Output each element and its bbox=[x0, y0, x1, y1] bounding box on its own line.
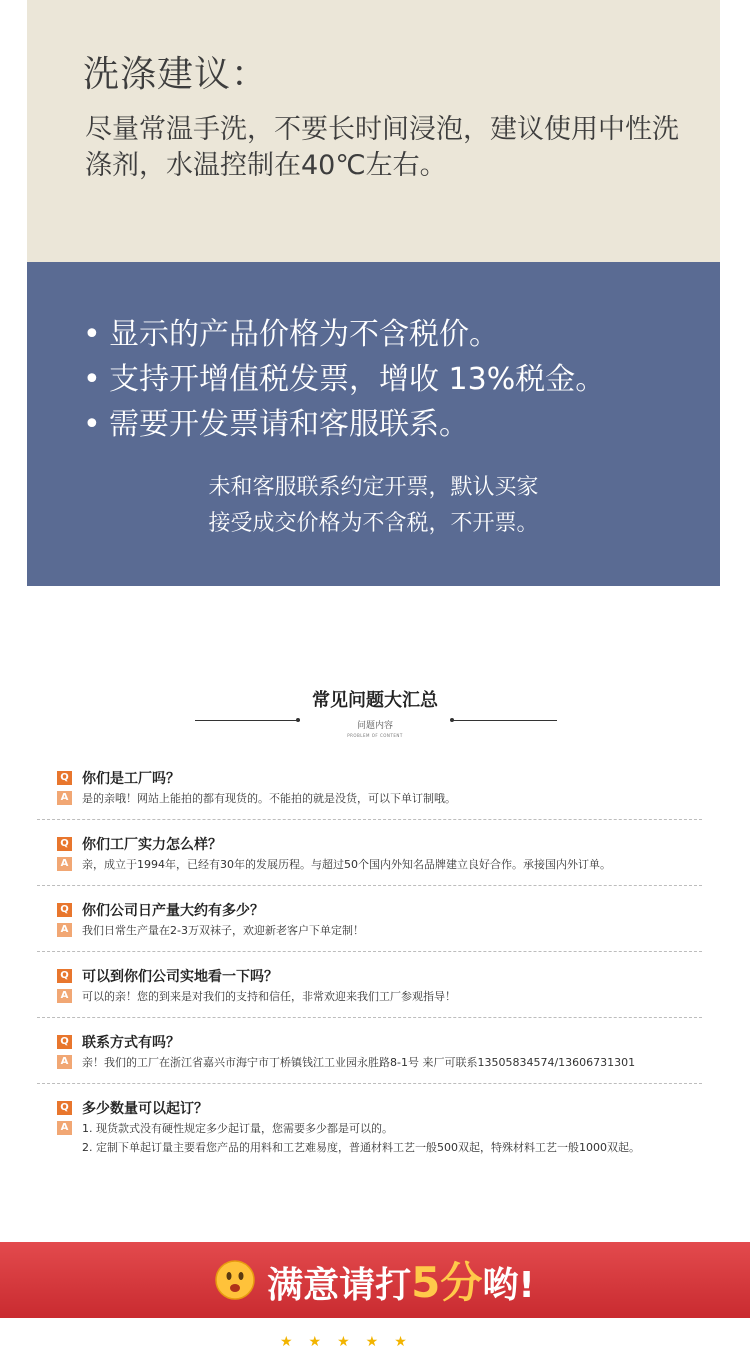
faq-title: 常见问题大汇总 bbox=[312, 690, 438, 711]
divider-dot bbox=[296, 718, 300, 722]
question-icon: Q bbox=[57, 969, 72, 983]
rating-text-post: 哟! bbox=[482, 1265, 535, 1306]
tax-bullet-list bbox=[83, 312, 605, 447]
faq-question: 你们是工厂吗？ bbox=[82, 771, 180, 787]
faq-item bbox=[57, 966, 717, 1032]
washing-advice-text: 尽量常温手洗，不要长时间浸泡，建议使用中性洗涤剂，水温控制在40℃左右。 bbox=[85, 114, 679, 181]
faq-item bbox=[57, 834, 717, 900]
faq-separator bbox=[37, 951, 702, 952]
faq-subtitle-en: PROBLEM OF CONTENT bbox=[347, 733, 403, 738]
faq-item bbox=[57, 900, 717, 966]
faq-answer: 亲！我们的工厂在浙江省嘉兴市海宁市丁桥镇钱江工业园永胜路8-1号 来厂可联系13505834574/13606731301 bbox=[82, 1056, 636, 1069]
tax-note-line: 未和客服联系约定开票，默认买家 bbox=[208, 475, 539, 500]
answer-icon: A bbox=[57, 791, 72, 805]
answer-icon: A bbox=[57, 1121, 72, 1135]
star-rating-icon: ★★★★★ bbox=[280, 1334, 423, 1350]
faq-question: 你们公司日产量大约有多少？ bbox=[82, 903, 264, 919]
tax-bullet-text: 需要开发票请和客服联系。 bbox=[109, 407, 469, 442]
tax-notice-panel bbox=[27, 262, 720, 586]
bullet-dot: • bbox=[83, 362, 101, 397]
rating-banner bbox=[0, 1242, 750, 1318]
question-icon: Q bbox=[57, 1101, 72, 1115]
faq-item bbox=[57, 1098, 717, 1178]
faq-question: 可以到你们公司实地看一下吗？ bbox=[82, 969, 278, 985]
tax-note-line: 接受成交价格为不含税，不开票。 bbox=[208, 511, 539, 536]
faq-question: 你们工厂实力怎么样？ bbox=[82, 837, 222, 853]
answer-icon: A bbox=[57, 989, 72, 1003]
answer-icon: A bbox=[57, 857, 72, 871]
faq-answer: 是的亲哦！网站上能拍的都有现货的。不能拍的就是没货，可以下单订制哦。 bbox=[82, 792, 456, 805]
bullet-dot: • bbox=[83, 407, 101, 442]
tax-note bbox=[27, 470, 720, 542]
faq-subtitle: 问题内容 bbox=[356, 721, 393, 731]
rating-text bbox=[267, 1250, 535, 1310]
tax-bullet-text: 显示的产品价格为不含税价。 bbox=[109, 317, 499, 352]
faq-separator bbox=[37, 885, 702, 886]
question-icon: Q bbox=[57, 771, 72, 785]
faq-item bbox=[57, 1032, 717, 1098]
faq-separator bbox=[37, 1017, 702, 1018]
faq-answer: 我们日常生产量在2-3万双袜子，欢迎新老客户下单定制！ bbox=[82, 924, 364, 937]
faq-list bbox=[57, 768, 717, 1178]
question-icon: Q bbox=[57, 837, 72, 851]
tax-bullet-text: 支持开增值税发票，增收 13%税金。 bbox=[109, 362, 606, 397]
tax-bullet bbox=[83, 312, 605, 357]
answer-icon: A bbox=[57, 1055, 72, 1069]
faq-answer: 1. 现货款式没有硬性规定多少起订量，您需要多少都是可以的。 bbox=[82, 1122, 393, 1135]
faq-separator bbox=[37, 1083, 702, 1084]
washing-advice-title: 洗涤建议： bbox=[83, 54, 269, 95]
washing-advice-panel bbox=[27, 0, 720, 262]
tax-bullet bbox=[83, 357, 605, 402]
faq-answer-line2: 2. 定制下单起订量主要看您产品的用料和工艺难易度，普通材料工艺一般500双起，特殊材料工艺一般1000双起。 bbox=[82, 1141, 640, 1154]
smiley-icon bbox=[215, 1260, 255, 1300]
faq-separator bbox=[37, 819, 702, 820]
divider-line bbox=[195, 720, 300, 721]
faq-answer: 可以的亲！您的到来是对我们的支持和信任，非常欢迎来我们工厂参观指导！ bbox=[82, 990, 456, 1003]
bullet-dot: • bbox=[83, 317, 101, 352]
rating-text-pre: 满意请打 bbox=[267, 1265, 412, 1306]
tax-bullet bbox=[83, 402, 605, 447]
faq-header bbox=[0, 686, 750, 738]
answer-icon: A bbox=[57, 923, 72, 937]
faq-question: 多少数量可以起订？ bbox=[82, 1101, 208, 1117]
question-icon: Q bbox=[57, 1035, 72, 1049]
faq-item bbox=[57, 768, 717, 834]
faq-answer: 亲，成立于1994年，已经有30年的发展历程。与超过50个国内外知名品牌建立良好合作。承接国内外订单。 bbox=[82, 858, 611, 871]
faq-question: 联系方式有吗？ bbox=[82, 1035, 180, 1051]
divider-line bbox=[452, 720, 557, 721]
question-icon: Q bbox=[57, 903, 72, 917]
rating-score: 5分 bbox=[411, 1258, 483, 1307]
